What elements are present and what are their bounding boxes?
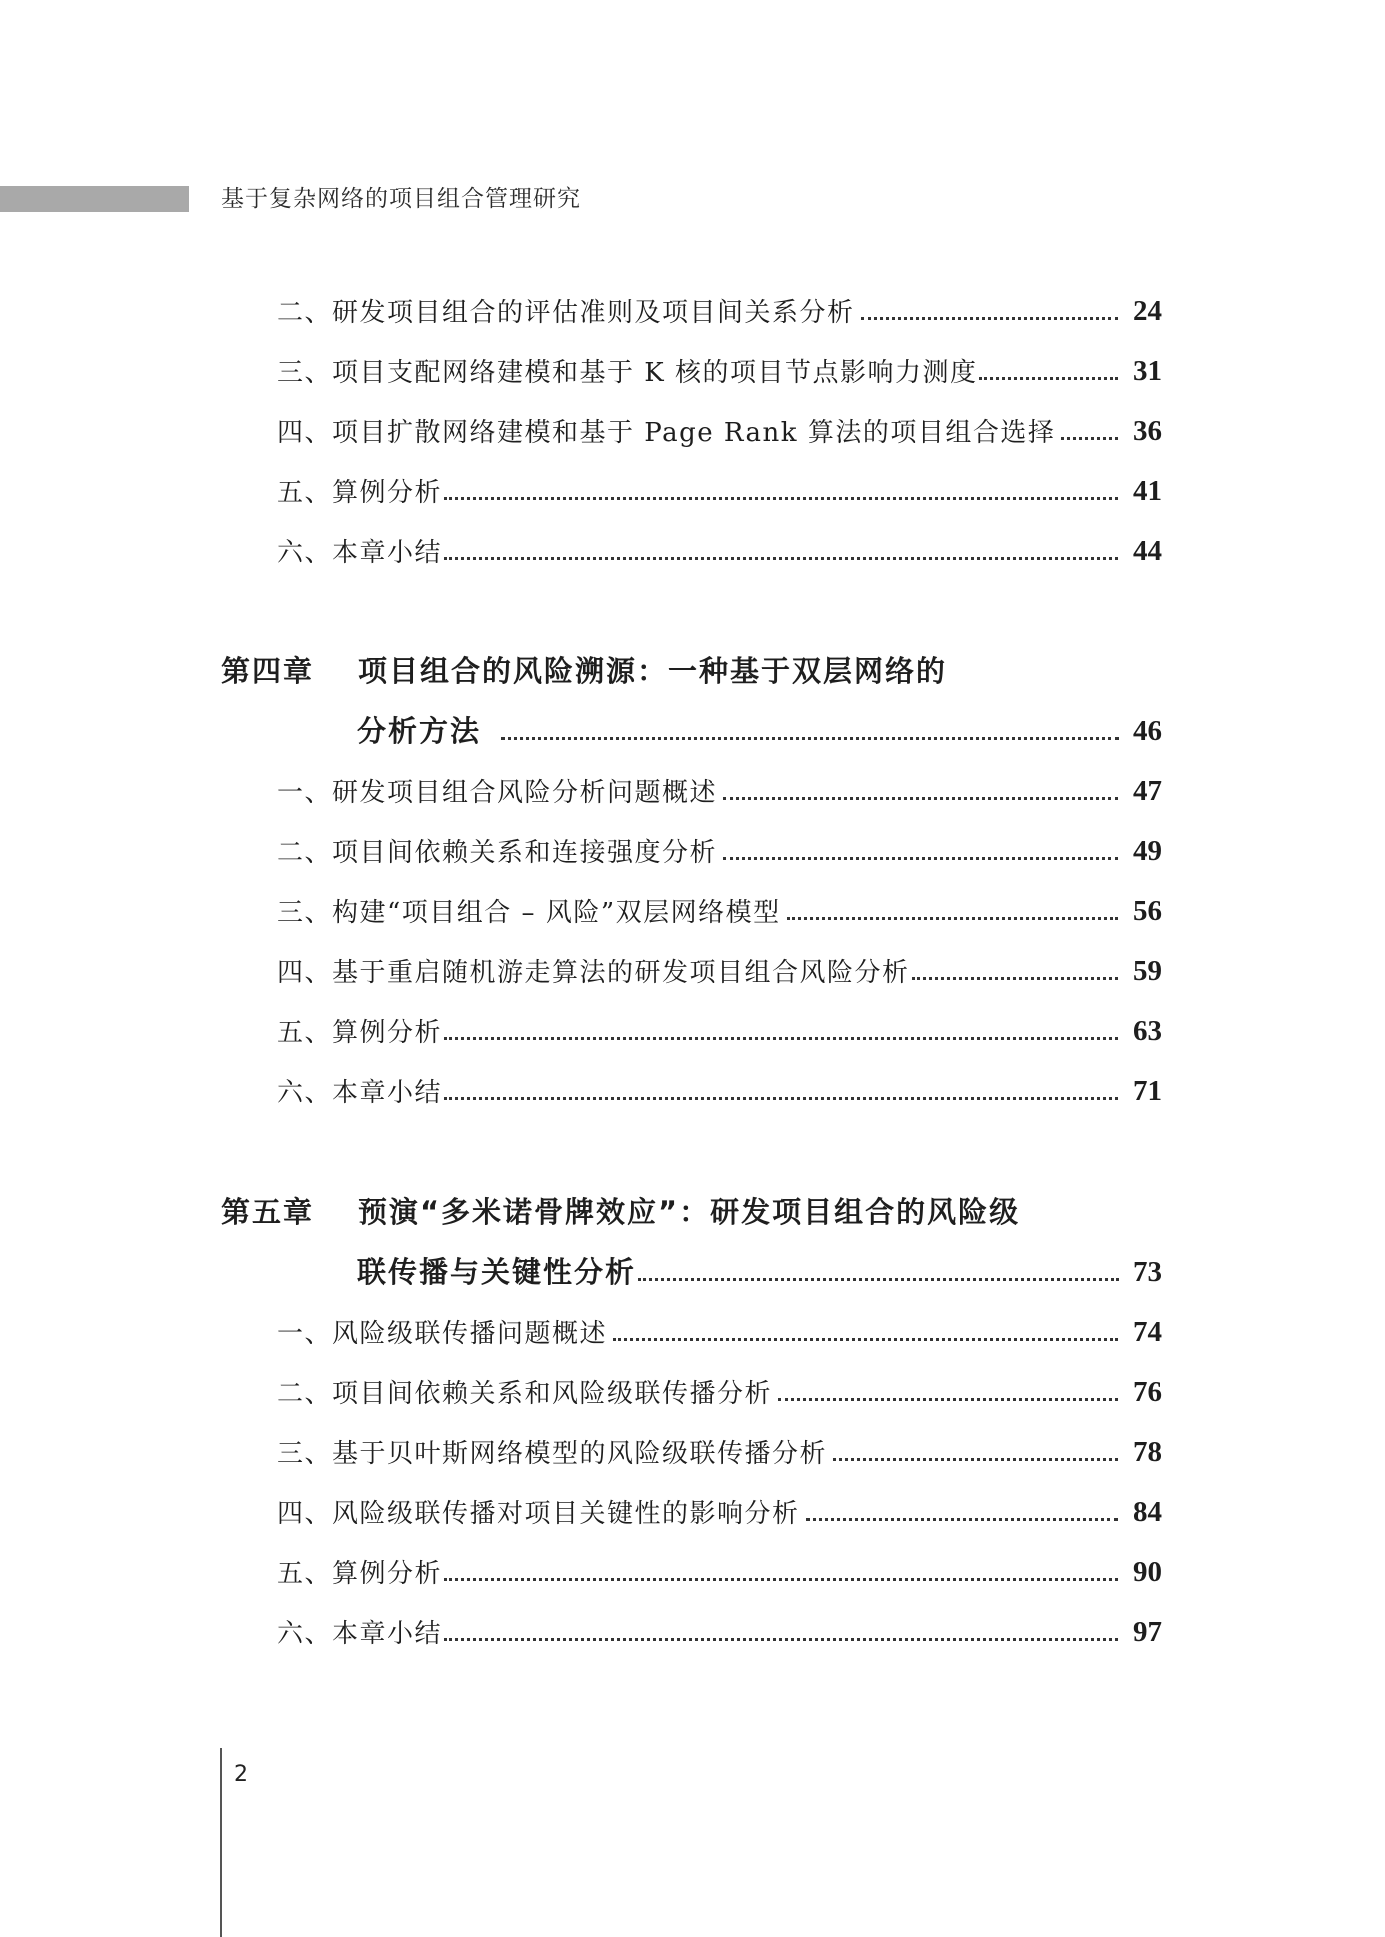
toc-entry-label: 五、算例分析	[277, 478, 443, 508]
toc-entry-label: 四、基于重启随机游走算法的研发项目组合风险分析	[277, 958, 910, 988]
toc-entry[interactable]	[277, 1427, 1162, 1467]
leader-dots	[723, 797, 1118, 800]
toc-entry[interactable]	[277, 1547, 1162, 1587]
toc-entry-page: 74	[1133, 1316, 1162, 1348]
leader-dots	[912, 977, 1118, 980]
toc-entry[interactable]	[277, 1607, 1162, 1647]
toc-entry[interactable]	[277, 946, 1162, 986]
leader-dots	[861, 317, 1118, 320]
toc-entry-page: 97	[1133, 1616, 1162, 1648]
toc-entry-page: 36	[1133, 415, 1162, 447]
leader-dots	[501, 737, 1119, 740]
toc-entry[interactable]	[277, 466, 1162, 506]
toc-entry-page: 76	[1133, 1376, 1162, 1408]
toc-entry[interactable]	[277, 406, 1162, 446]
toc-entry-label: 五、算例分析	[277, 1559, 443, 1589]
toc-entry[interactable]	[277, 526, 1162, 566]
toc-entry-page: 41	[1133, 475, 1162, 507]
toc-entry-label: 四、风险级联传播对项目关键性的影响分析	[277, 1499, 800, 1529]
chapter-page: 46	[1133, 715, 1162, 747]
chapter-heading-continuation[interactable]	[357, 1247, 1162, 1287]
leader-dots	[723, 857, 1118, 860]
toc-entry[interactable]	[277, 1487, 1162, 1527]
toc-entry-label: 二、研发项目组合的评估准则及项目间关系分析	[277, 298, 855, 328]
leader-dots	[806, 1518, 1118, 1521]
leader-dots	[638, 1278, 1119, 1281]
toc-entry[interactable]	[277, 286, 1162, 326]
chapter-heading[interactable]	[221, 1187, 1162, 1227]
leader-dots	[613, 1338, 1118, 1341]
toc-entry-page: 78	[1133, 1436, 1162, 1468]
leader-dots	[444, 497, 1118, 500]
toc-entry[interactable]	[277, 766, 1162, 806]
toc-entry[interactable]	[277, 1066, 1162, 1106]
chapter-heading[interactable]	[221, 646, 1162, 686]
toc-entry-page: 56	[1133, 895, 1162, 927]
toc-entry-page: 84	[1133, 1496, 1162, 1528]
toc-entry-page: 63	[1133, 1015, 1162, 1047]
chapter-title: 预演“多米诺骨牌效应”：研发项目组合的风险级	[358, 1195, 1021, 1229]
toc-entry-label: 二、项目间依赖关系和风险级联传播分析	[277, 1379, 773, 1409]
toc-entry[interactable]	[277, 346, 1162, 386]
leader-dots	[444, 1097, 1118, 1100]
toc-entry-label: 二、项目间依赖关系和连接强度分析	[277, 838, 718, 868]
toc-entry-label: 六、本章小结	[277, 1619, 443, 1649]
chapter-number: 第四章	[221, 654, 315, 688]
leader-dots	[778, 1398, 1118, 1401]
toc-entry[interactable]	[277, 1367, 1162, 1407]
chapter-title-continued: 联传播与关键性分析	[357, 1255, 637, 1289]
leader-dots	[444, 1638, 1118, 1641]
page-number: 2	[234, 1762, 248, 1787]
toc-entry[interactable]	[277, 1006, 1162, 1046]
toc-entry-label: 一、研发项目组合风险分析问题概述	[277, 778, 718, 808]
leader-dots	[444, 1578, 1118, 1581]
chapter-heading-continuation[interactable]	[357, 706, 1162, 746]
toc-entry[interactable]	[277, 886, 1162, 926]
chapter-number: 第五章	[221, 1195, 315, 1229]
toc-entry-page: 47	[1133, 775, 1162, 807]
chapter-page: 73	[1133, 1256, 1162, 1288]
toc-entry[interactable]	[277, 826, 1162, 866]
footer-rule	[220, 1748, 222, 1937]
toc-entry-page: 24	[1133, 295, 1162, 327]
leader-dots	[444, 1037, 1118, 1040]
toc-entry-label: 三、项目支配网络建模和基于 K 核的项目节点影响力测度	[277, 358, 978, 388]
leader-dots	[833, 1458, 1118, 1461]
toc-entry-label: 四、项目扩散网络建模和基于 Page Rank 算法的项目组合选择	[277, 418, 1056, 448]
toc-entry-label: 三、基于贝叶斯网络模型的风险级联传播分析	[277, 1439, 828, 1469]
toc-entry-page: 59	[1133, 955, 1162, 987]
toc-entry[interactable]	[277, 1307, 1162, 1347]
leader-dots	[979, 377, 1118, 380]
toc-entry-page: 44	[1133, 535, 1162, 567]
toc-entry-page: 49	[1133, 835, 1162, 867]
leader-dots	[1061, 437, 1118, 440]
header-bar	[0, 186, 189, 212]
toc-entry-label: 三、构建“项目组合 – 风险”双层网络模型	[277, 898, 781, 928]
leader-dots	[444, 557, 1118, 560]
running-header-title: 基于复杂网络的项目组合管理研究	[221, 186, 581, 212]
toc-entry-page: 31	[1133, 355, 1162, 387]
toc-entry-label: 五、算例分析	[277, 1018, 443, 1048]
chapter-title: 项目组合的风险溯源：一种基于双层网络的	[358, 654, 948, 688]
toc-entry-page: 90	[1133, 1556, 1162, 1588]
toc-entry-label: 六、本章小结	[277, 1078, 443, 1108]
chapter-title-continued: 分析方法	[357, 714, 482, 748]
toc-entry-page: 71	[1133, 1075, 1162, 1107]
toc-entry-label: 六、本章小结	[277, 538, 443, 568]
toc-entry-label: 一、风险级联传播问题概述	[277, 1319, 608, 1349]
leader-dots	[787, 917, 1118, 920]
